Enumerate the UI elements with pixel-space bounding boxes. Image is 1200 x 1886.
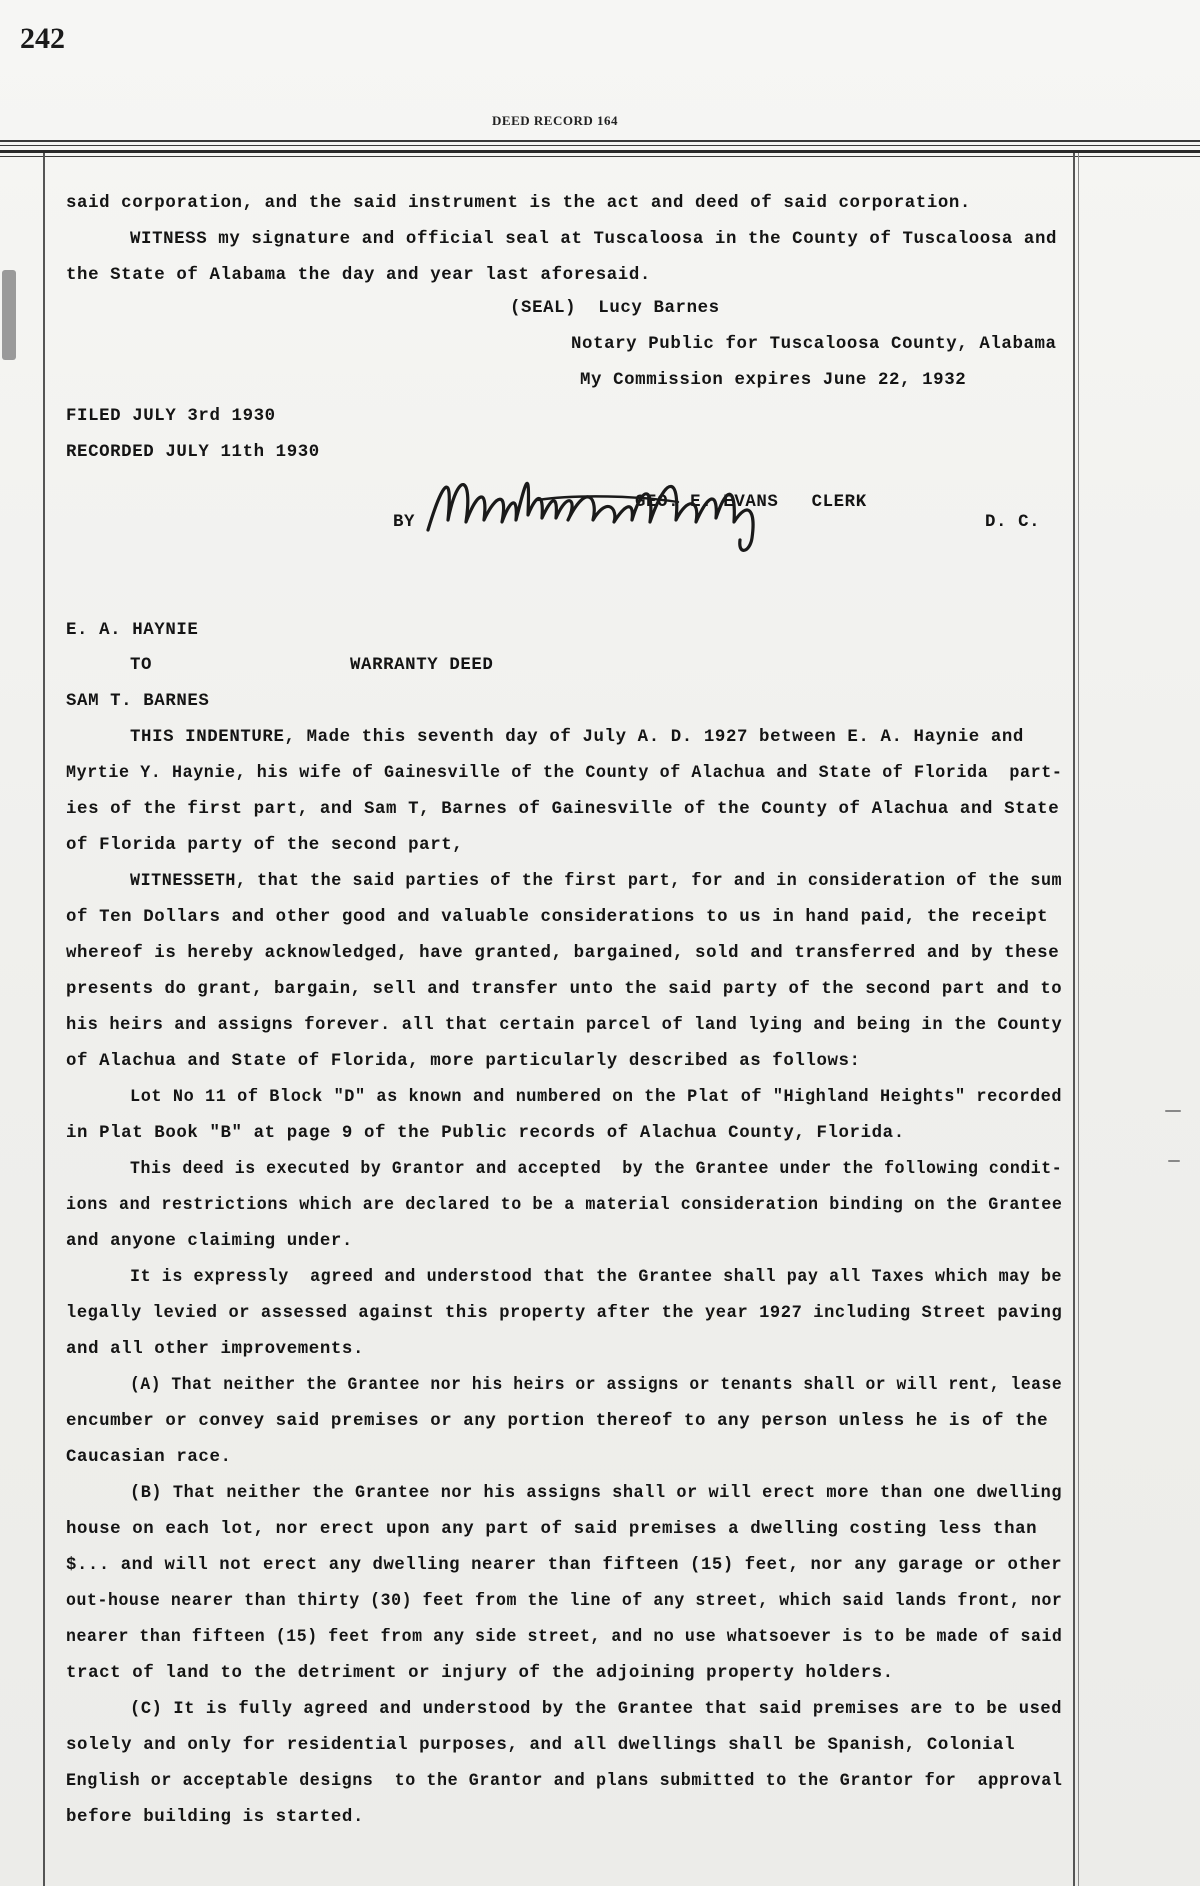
text-line: of Alachua and State of Florida, more particularly described as follows:: [66, 1052, 861, 1071]
text-line: encumber or convey said premises or any portion thereof to any person unless he is of the: [66, 1412, 1049, 1431]
header-title: DEED RECORD 164: [492, 113, 618, 128]
right-margin-line: [1073, 153, 1075, 1886]
text-line: and anyone claiming under.: [66, 1232, 353, 1251]
binding-mark: [2, 270, 16, 360]
text-line: tract of land to the detriment or injury of the adjoining property holders.: [66, 1664, 894, 1683]
text-line: SAM T. BARNES: [66, 692, 210, 711]
text-line: house on each lot, nor erect upon any part of said premises a dwelling costing less than: [66, 1520, 1038, 1539]
header-rule: [0, 156, 1200, 157]
text-line: (A) That neither the Grantee nor his heirs or assigns or tenants shall or will rent, lease: [130, 1376, 1063, 1395]
text-line: THIS INDENTURE, Made this seventh day of July A. D. 1927 between E. A. Haynie and: [130, 728, 1024, 747]
text-line: WITNESS my signature and official seal at Tuscaloosa in the County of Tuscaloosa and: [130, 230, 1058, 249]
text-line: English or acceptable designs to the Grantor and plans submitted to the Grantor for approval: [66, 1772, 1063, 1791]
text-line: Notary Public for Tuscaloosa County, Alabama: [571, 335, 1057, 354]
text-line: This deed is executed by Grantor and accepted by the Grantee under the following condit-: [130, 1160, 1063, 1179]
text-line: legally levied or assessed against this property after the year 1927 including Street paving: [66, 1304, 1063, 1323]
text-line: solely and only for residential purposes, and all dwellings shall be Spanish, Colonial: [66, 1736, 1016, 1755]
text-line: of Florida party of the second part,: [66, 836, 464, 855]
text-line: and all other improvements.: [66, 1340, 364, 1359]
header-rule: [0, 150, 1200, 153]
text-line: the State of Alabama the day and year last aforesaid.: [66, 266, 651, 285]
text-line: of Ten Dollars and other good and valuable considerations to us in hand paid, the receipt: [66, 908, 1049, 927]
left-margin-line: [43, 153, 45, 1886]
header-rule: [0, 145, 1200, 146]
text-line: in Plat Book "B" at page 9 of the Public records of Alachua County, Florida.: [66, 1124, 905, 1143]
page-number: 242: [20, 22, 65, 55]
text-line: My Commission expires June 22, 1932: [580, 371, 967, 390]
text-line: whereof is hereby acknowledged, have granted, bargained, sold and transferred and by these: [66, 944, 1060, 963]
text-line: said corporation, and the said instrument is the act and deed of said corporation.: [66, 194, 971, 213]
text-line: E. A. HAYNIE: [66, 621, 199, 640]
header-rule: [0, 140, 1200, 142]
text-line: WITNESSETH, that the said parties of the first part, for and in consideration of the sum: [130, 872, 1063, 891]
text-line: RECORDED JULY 11th 1930: [66, 443, 320, 462]
text-line: (C) It is fully agreed and understood by the Grantee that said premises are to be used: [130, 1700, 1063, 1719]
text-line: D. C.: [985, 513, 1041, 532]
text-line: his heirs and assigns forever. all that certain parcel of land lying and being in the County: [66, 1016, 1063, 1035]
clerk-stamp: GEO. E. EVANS CLERK: [635, 493, 867, 512]
text-line: ies of the first part, and Sam T, Barnes of Gainesville of the County of Alachua and State: [66, 800, 1060, 819]
handwritten-signature: [418, 460, 818, 570]
margin-tick: [1165, 1110, 1181, 1112]
text-line: TO: [130, 656, 153, 675]
text-line: FILED JULY 3rd 1930: [66, 407, 276, 426]
text-line: It is expressly agreed and understood that the Grantee shall pay all Taxes which may be: [130, 1268, 1063, 1287]
text-line: BY: [393, 513, 416, 532]
text-line: $... and will not erect any dwelling nearer than fifteen (15) feet, nor any garage or other: [66, 1556, 1063, 1575]
text-line: presents do grant, bargain, sell and transfer unto the said party of the second part and to: [66, 980, 1063, 999]
text-line: before building is started.: [66, 1808, 364, 1827]
text-line: out-house nearer than thirty (30) feet from the line of any street, which said lands front, nor: [66, 1592, 1063, 1611]
text-line: ions and restrictions which are declared to be a material consideration binding on the Grantee: [66, 1196, 1063, 1215]
text-line: (B) That neither the Grantee nor his assigns shall or will erect more than one dwelling: [130, 1484, 1063, 1503]
text-line: Myrtie Y. Haynie, his wife of Gainesville of the County of Alachua and State of Florida part-: [66, 764, 1063, 783]
text-line: (SEAL) Lucy Barnes: [510, 299, 720, 318]
text-line: Caucasian race.: [66, 1448, 232, 1467]
margin-tick: [1168, 1160, 1180, 1162]
text-line: nearer than fifteen (15) feet from any side street, and no use whatsoever is to be made of said: [66, 1628, 1063, 1647]
text-line: WARRANTY DEED: [350, 656, 494, 675]
right-margin-line: [1078, 153, 1079, 1886]
text-line: Lot No 11 of Block "D" as known and numbered on the Plat of "Highland Heights" recorded: [130, 1088, 1063, 1107]
